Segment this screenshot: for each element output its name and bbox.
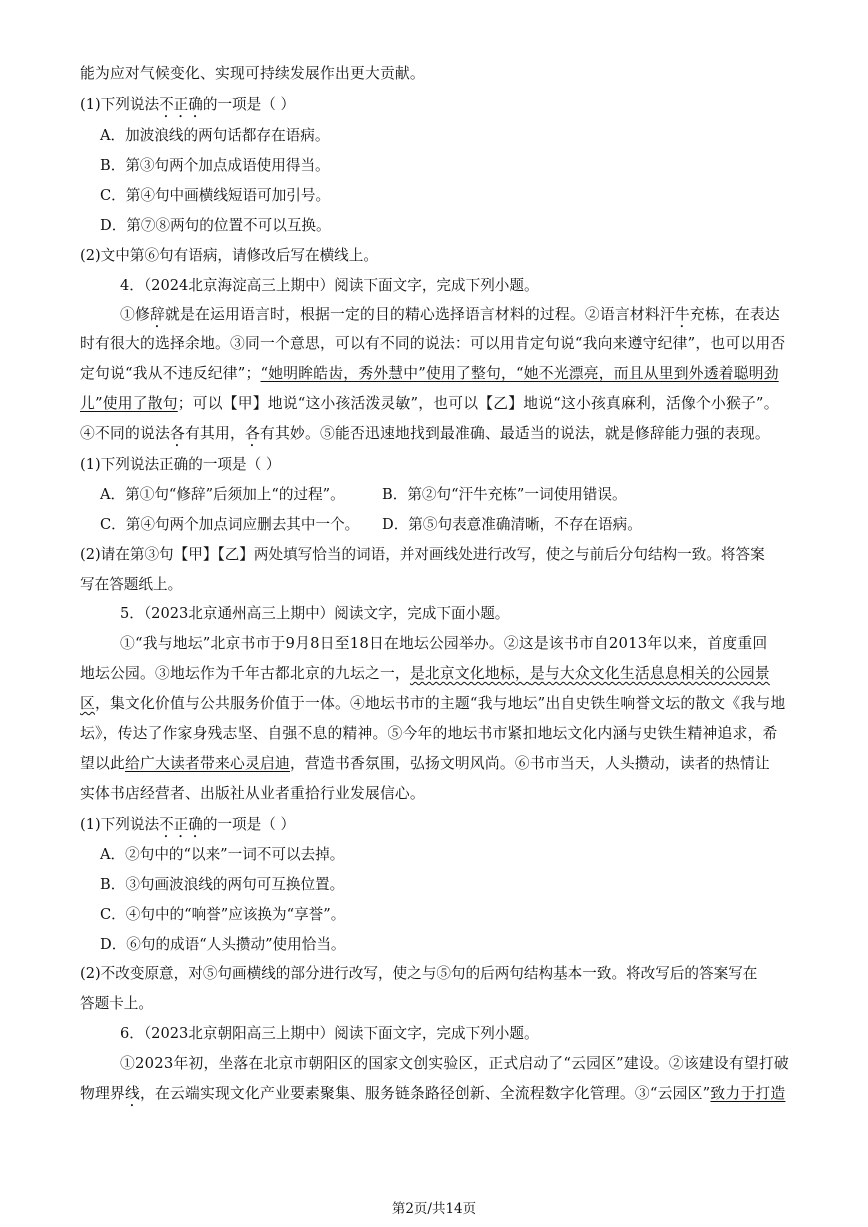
q6-p2-dot: 线 (125, 1085, 140, 1102)
q3-sub1 (80, 95, 295, 121)
q4-p4-underlined: 儿”使用了散句 (80, 395, 178, 412)
q4-p5-dot: 各 (169, 425, 185, 442)
q5-sub1 (80, 815, 295, 841)
q3-sub1-suffix: 的一项是（ ） (202, 96, 296, 113)
q4-p3-underlined: “她明眸皓齿，秀外慧中”使用了整句，“她不光漂亮，而且从里到外透着聪明劲 (260, 365, 779, 382)
q5-sub1-suffix: 的一项是（ ） (202, 816, 296, 833)
q4-passage-line-3 (80, 364, 779, 384)
q5-option-b: B．③句画波浪线的两句可互换位置。 (100, 876, 345, 893)
q4-p4-seg: ；可以【甲】地说“这小孩活泼灵敏”，也可以【乙】地说“这小孩真麻利，活像个小猴子”。 (177, 395, 779, 412)
q5-passage-line-3 (80, 694, 785, 714)
q4-option-c: C．第④句两个加点词应删去其中一个。 (100, 516, 360, 533)
page-number-footer: 第2页/共14页 (391, 1201, 477, 1217)
q5-sub1-emphasis: 不正确 (159, 816, 203, 833)
q4-header: 4．（2024北京海淀高三上期中）阅读下面文字，完成下列小题。 (120, 277, 539, 294)
q4-passage-line-4 (80, 394, 779, 414)
q3-option-b: B．第③句两个加点成语使用得当。 (100, 157, 330, 174)
q5-p2-seg: 地坛公园。③地坛作为千年古都北京的九坛之一， (80, 665, 410, 682)
q5-sub2-line-2: 答题卡上。 (80, 995, 153, 1012)
q6-passage-line-2 (80, 1084, 785, 1110)
q4-option-d: D．第⑤句表意准确清晰，不存在语病。 (382, 516, 642, 533)
q5-option-d: D．⑥句的成语“人头攒动”使用恰当。 (100, 936, 346, 953)
q4-sub2-line-1: (2)请在第③句【甲】【乙】两处填写恰当的词语，并对画线处进行改写，使之与前后分句结构一致。将答案 (80, 546, 765, 563)
q4-sub1: (1)下列说法正确的一项是（ ） (80, 456, 281, 473)
q4-passage-line-5 (80, 424, 770, 450)
q5-option-a: A．②句中的“以来”一词不可以去掉。 (100, 846, 345, 863)
q4-p1-seg: 就是在运用语言时，根据一定的目的精心选择语言材料的过程。②语言材料汗 (165, 306, 675, 323)
q4-p5-seg: ④不同的说法 (80, 425, 170, 442)
q4-p1-seg: 充栋，在表达 (689, 306, 780, 323)
q6-p2-seg: ，在云端实现文化产业要素聚集、服务链条路径创新、全流程数字化管理。③“云园区” (140, 1085, 711, 1102)
q4-p1-dot: 辞 (150, 306, 165, 323)
q3-sub2: (2)文中第⑥句有语病，请修改后写在横线上。 (80, 247, 378, 264)
q4-p5-seg: 有其妙。⑤能否迅速地找到最准确、最适当的说法，就是修辞能力强的表现。 (259, 425, 770, 442)
q3-sub1-emphasis: 不正确 (159, 96, 203, 113)
q4-p5-seg: 有其用， (184, 425, 245, 442)
q3-option-a: A．加波浪线的两句话都存在语病。 (100, 127, 330, 144)
q4-option-a: A．第①句“修辞”后须加上“的过程”。 (100, 486, 345, 503)
q3-sub1-prefix: (1)下列说法 (80, 96, 160, 113)
q6-header: 6．（2023北京朝阳高三上期中）阅读下面文字，完成下列小题。 (120, 1025, 539, 1042)
q5-option-c: C．④句中的“响誉”应该换为“享誉”。 (100, 906, 346, 923)
q5-p2-wavy: ， (514, 665, 530, 682)
q4-p3-seg: 定句说“我从不违反纪律”； (80, 365, 261, 382)
q4-sub2-line-2: 写在答题纸上。 (80, 576, 183, 593)
q6-p2-underlined: 致力于打造 (710, 1085, 786, 1102)
q5-p2-wavy: 是北京文化地标 (409, 665, 515, 682)
q3-option-c: C．第④句中画横线短语可加引号。 (100, 187, 331, 204)
q5-sub1-prefix: (1)下列说法 (80, 816, 160, 833)
q5-passage-line-4: 坛》，传达了作家身残志坚、自强不息的精神。⑤今年的地坛书市紧扣地坛文化内涵与史铁生精神追求，希 (80, 725, 778, 742)
q4-option-b: B．第②句“汗牛充栋”一词使用错误。 (382, 486, 627, 503)
q5-passage-line-2 (80, 664, 770, 684)
q4-passage-line-1 (120, 305, 780, 331)
q5-passage-line-5 (80, 754, 770, 774)
q6-p2-seg: 物理界 (80, 1085, 125, 1102)
q4-p1-seg: ①修 (120, 306, 150, 323)
q5-p5-seg: 望以此 (80, 755, 125, 772)
q5-header: 5．（2023北京通州高三上期中）阅读文字，完成下面小题。 (120, 605, 510, 622)
q5-p5-seg: ，营造书香氛围，弘扬文明风尚。⑥书市当天，人头攒动，读者的热情让 (289, 755, 770, 772)
q5-p5-underlined: 给广大读者带来心灵启迪 (125, 755, 290, 772)
q3-option-d: D．第⑦⑧两句的位置不可以互换。 (100, 217, 331, 234)
q5-p3-wavy: 区 (80, 695, 95, 712)
q4-p1-dot: 牛 (674, 306, 690, 323)
q5-passage-line-6: 实体书店经营者、出版社从业者重拾行业发展信心。 (80, 785, 425, 802)
q5-p2-wavy: 是与大众文化生活息息相关的公园景 (529, 665, 770, 682)
q4-p5-dot: 各 (244, 425, 260, 442)
q6-passage-line-1: ①2023年初，坐落在北京市朝阳区的国家文创实验区，正式启动了“云园区”建设。②该建设有望打破 (120, 1055, 789, 1072)
q5-sub2-line-1: (2)不改变原意，对⑤句画横线的部分进行改写，使之与⑤句的后两句结构基本一致。将改写后的答案写在 (80, 965, 758, 982)
q5-passage-line-1: ①“我与地坛”北京书市于9月8日至18日在地坛公园举办。②这是该书市自2013年以来，首度重回 (120, 635, 768, 652)
intro-tail-text: 能为应对气候变化、实现可持续发展作出更大贡献。 (80, 65, 425, 82)
q4-passage-line-2: 时有很大的选择余地。③同一个意思，可以有不同的说法：可以用肯定句说“我向来遵守纪律”，也可以用否 (80, 335, 786, 352)
q5-p3-seg: ，集文化价值与公共服务价值于一体。④地坛书市的主题“我与地坛”出自史铁生响誉文坛的散文《我与地 (95, 695, 786, 712)
